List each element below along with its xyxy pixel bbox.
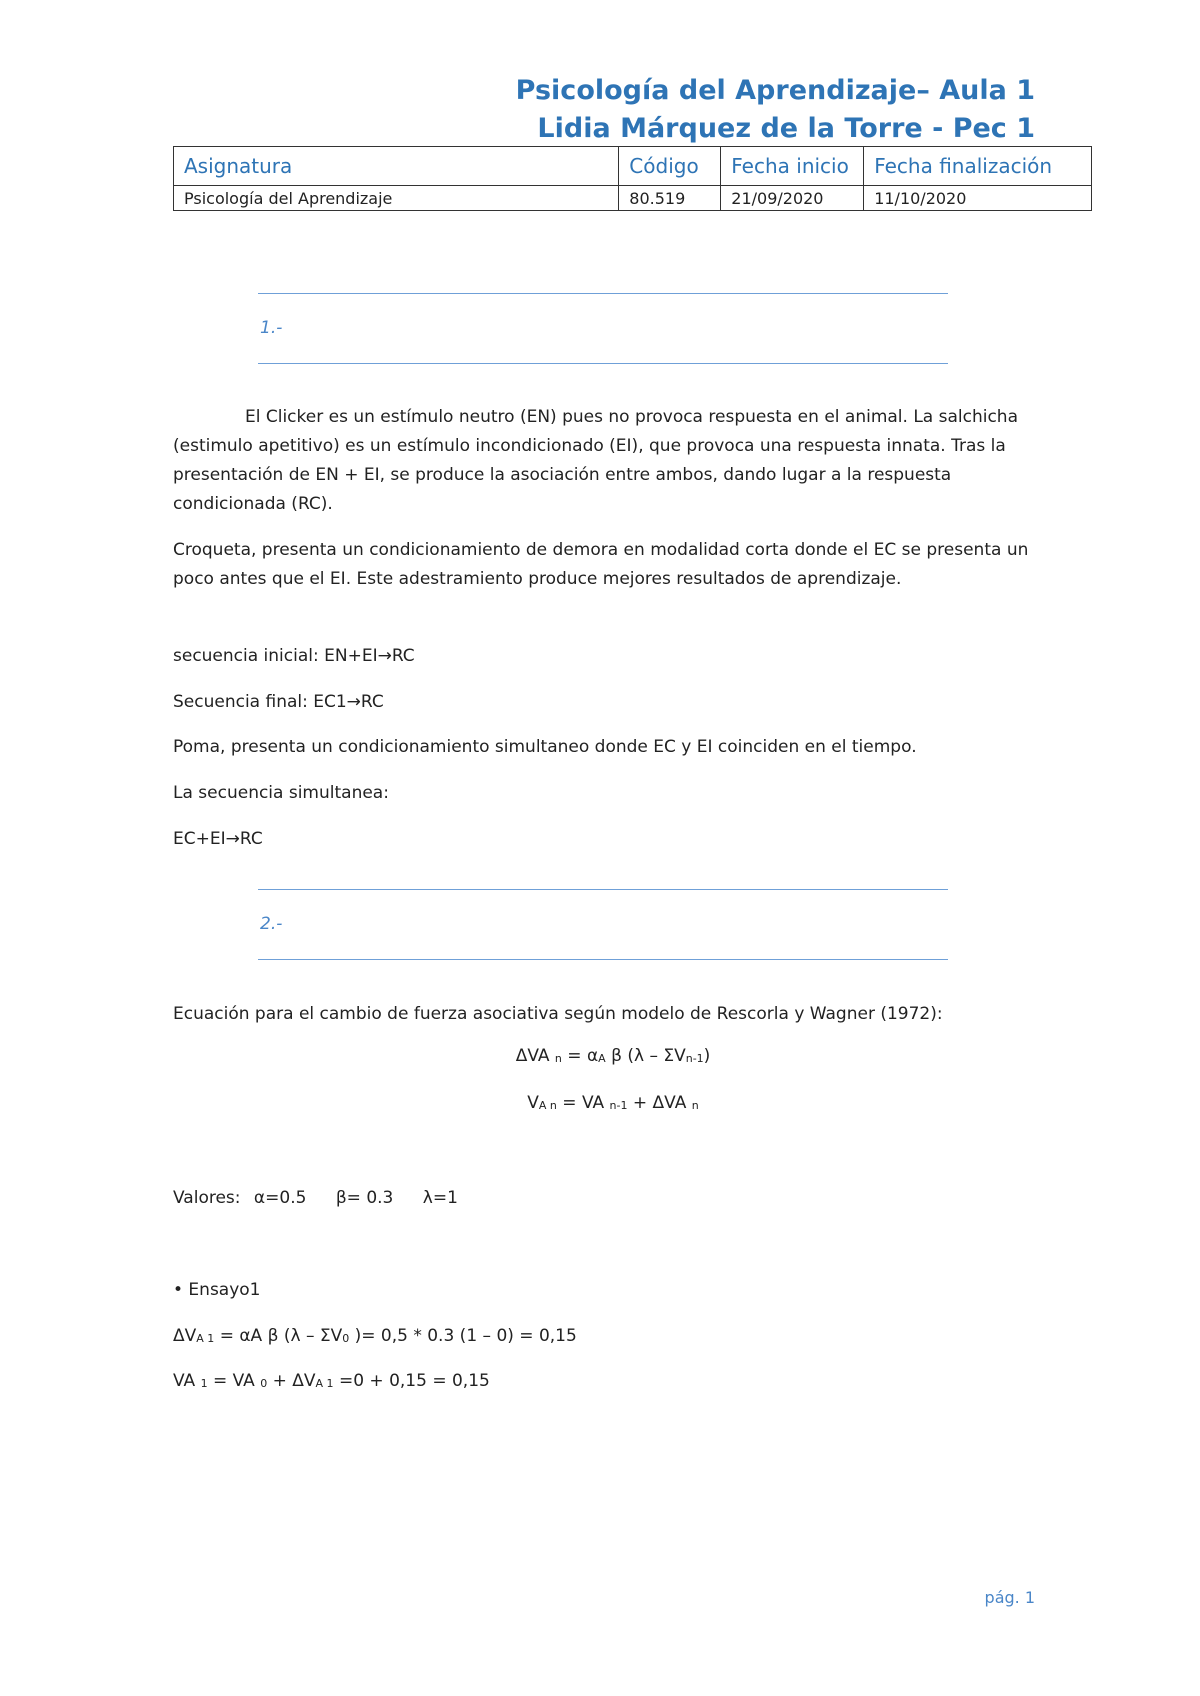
eq-part: β (λ – ΣV bbox=[605, 1046, 686, 1066]
eq-sub: n bbox=[554, 1052, 562, 1065]
table-header-row bbox=[174, 147, 1092, 186]
eq-part: + ΔVA bbox=[627, 1093, 692, 1113]
eq-part: VA bbox=[173, 1371, 201, 1391]
table-cell: 80.519 bbox=[619, 186, 721, 211]
equation-ensayo1-va bbox=[173, 1367, 1053, 1398]
eq-part: ΔVA bbox=[515, 1046, 555, 1066]
eq-sub: n-1 bbox=[685, 1052, 704, 1065]
paragraph-poma: Poma, presenta un condicionamiento simultaneo donde EC y EI coinciden en el tiempo. bbox=[173, 737, 917, 757]
valores-label: Valores: bbox=[173, 1188, 241, 1208]
eq-part: V bbox=[527, 1093, 539, 1113]
eq-part: = α bbox=[561, 1046, 599, 1066]
eq-sub: A n bbox=[538, 1099, 557, 1112]
header-title: Psicología del Aprendizaje– Aula 1 bbox=[515, 75, 1035, 106]
eq-part: )= 0,5 * 0.3 (1 – 0) = 0,15 bbox=[349, 1326, 577, 1346]
eq-sub: n-1 bbox=[609, 1099, 628, 1112]
paragraph-secuencia-final: Secuencia final: EC1→RC bbox=[173, 692, 384, 712]
paragraph-ec-ei-rc: EC+EI→RC bbox=[173, 829, 263, 849]
paragraph-secuencia-simultanea: La secuencia simultanea: bbox=[173, 783, 389, 803]
eq-sub: A 1 bbox=[196, 1332, 215, 1345]
eq-part: = VA bbox=[207, 1371, 261, 1391]
equation-ensayo1-delta bbox=[173, 1322, 1053, 1353]
table-header-cell: Fecha inicio bbox=[721, 147, 864, 186]
table-cell: 11/10/2020 bbox=[864, 186, 1092, 211]
eq-sub: 0 bbox=[342, 1332, 350, 1345]
paragraph-ecuacion-intro: Ecuación para el cambio de fuerza asociativa según modelo de Rescorla y Wagner (1972): bbox=[173, 1004, 943, 1024]
info-table bbox=[173, 146, 1092, 211]
eq-part: =0 + 0,15 = 0,15 bbox=[333, 1371, 490, 1391]
valor-beta: β= 0.3 bbox=[335, 1188, 394, 1208]
question-number: 1.- bbox=[260, 318, 283, 338]
equation-delta-va bbox=[173, 1046, 1053, 1066]
paragraph-croqueta: Croqueta, presenta un condicionamiento de demora en modalidad corta donde el EC se presenta un poco antes que el EI. Este adestramiento produce mejores resultados de aprendizaje. bbox=[173, 540, 1029, 589]
eq-sub: 0 bbox=[260, 1377, 268, 1390]
header-author: Lidia Márquez de la Torre - Pec 1 bbox=[537, 113, 1035, 144]
table-header-cell: Asignatura bbox=[174, 147, 619, 186]
equation-va bbox=[173, 1093, 1053, 1113]
eq-sub: A bbox=[598, 1052, 606, 1065]
table-header-cell: Fecha finalización bbox=[864, 147, 1092, 186]
table-header-cell: Código bbox=[619, 147, 721, 186]
eq-part: ΔV bbox=[173, 1326, 197, 1346]
bullet-ensayo: • Ensayo1 bbox=[173, 1280, 261, 1300]
eq-part: + ΔV bbox=[267, 1371, 316, 1391]
page-number: pág. 1 bbox=[984, 1588, 1035, 1607]
question-heading-1 bbox=[258, 293, 948, 364]
eq-part: = αA β (λ – ΣV bbox=[214, 1326, 343, 1346]
valor-alpha: α=0.5 bbox=[253, 1188, 307, 1208]
document-header bbox=[516, 72, 1035, 148]
eq-part: = VA bbox=[556, 1093, 610, 1113]
eq-sub: A 1 bbox=[315, 1377, 334, 1390]
table-row bbox=[174, 186, 1092, 211]
valor-lambda: λ=1 bbox=[422, 1188, 458, 1208]
paragraph-valores bbox=[173, 1184, 1053, 1213]
eq-sub: n bbox=[691, 1099, 699, 1112]
paragraph-secuencia-inicial: secuencia inicial: EN+EI→RC bbox=[173, 646, 415, 666]
table-cell: Psicología del Aprendizaje bbox=[174, 186, 619, 211]
paragraph-clicker: El Clicker es un estímulo neutro (EN) pues no provoca respuesta en el animal. La salchicha (estimulo apetitivo) es un estímulo incondicionado (EI), que provoca una respuesta innata. Tras la presentación de EN + EI, se produce la asociación entre ambos, dando lugar a la respuesta condicionada (RC). bbox=[173, 407, 1019, 514]
eq-part: ) bbox=[703, 1046, 711, 1066]
question-number: 2.- bbox=[260, 914, 283, 934]
table-cell: 21/09/2020 bbox=[721, 186, 864, 211]
question-heading-2 bbox=[258, 889, 948, 960]
eq-sub: 1 bbox=[200, 1377, 208, 1390]
